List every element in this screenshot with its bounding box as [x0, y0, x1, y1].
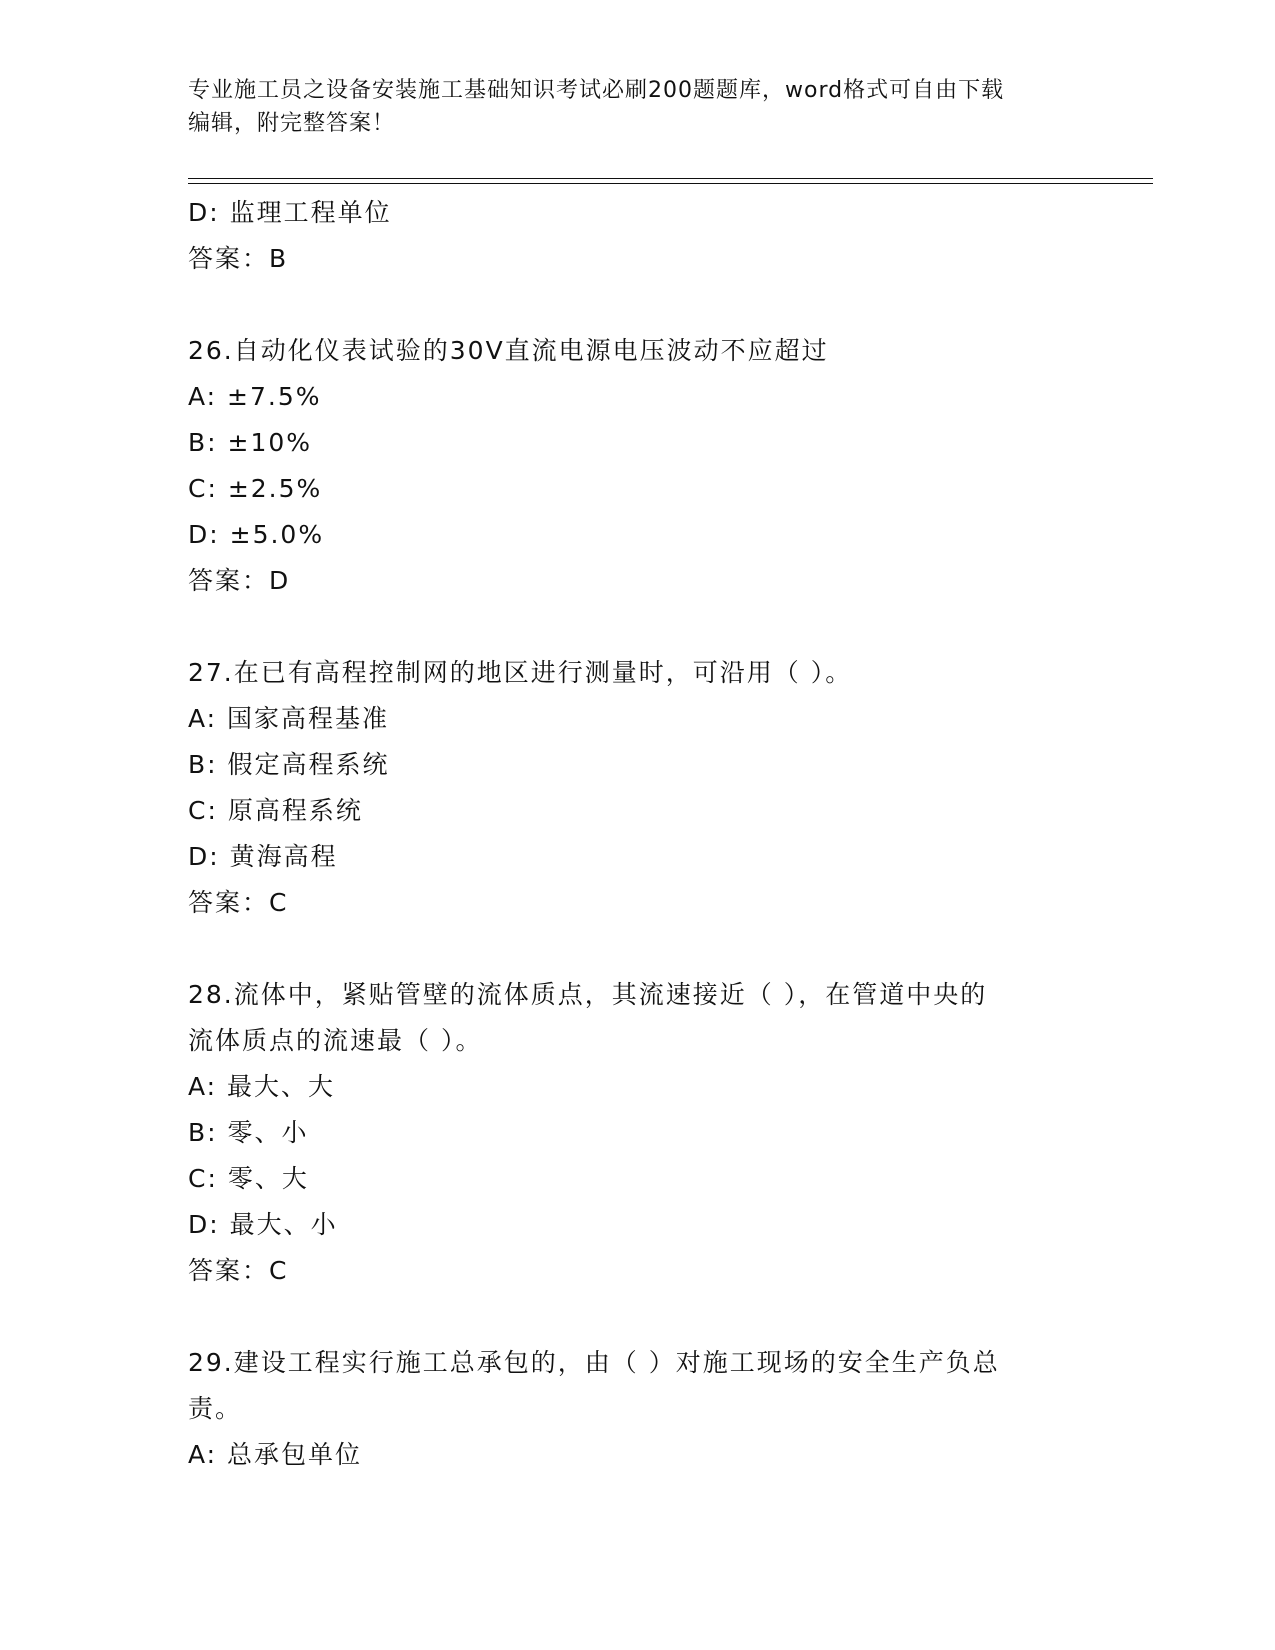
spacer	[188, 282, 1088, 328]
previous-question-option-d: D: 监理工程单位	[188, 198, 392, 227]
header-divider-top	[188, 178, 1153, 179]
answer: 答案：C	[188, 1256, 289, 1285]
option-d: D: 最大、小	[188, 1210, 338, 1239]
header-title-line-2: 编辑，附完整答案！	[188, 111, 396, 136]
question-27	[188, 650, 1088, 926]
question-text-line-2: 责。	[188, 1394, 243, 1423]
previous-question-answer: 答案：B	[188, 244, 289, 273]
option-d: D: 黄海高程	[188, 842, 338, 871]
option-a: A: ±7.5%	[188, 382, 322, 411]
question-28	[188, 972, 1088, 1294]
question-text-line-2: 流体质点的流速最（ ）。	[188, 1026, 483, 1055]
option-c: C: ±2.5%	[188, 474, 323, 503]
option-b: B: ±10%	[188, 428, 313, 457]
document-header	[188, 74, 1088, 140]
header-title-line-1: 专业施工员之设备安装施工基础知识考试必刷200题题库，word格式可自由下载	[188, 78, 1005, 103]
option-a: A: 国家高程基准	[188, 704, 390, 733]
question-26	[188, 328, 1088, 604]
option-a: A: 最大、大	[188, 1072, 336, 1101]
question-text: 26.自动化仪表试验的30V直流电源电压波动不应超过	[188, 336, 829, 365]
question-text-line-1: 28.流体中，紧贴管壁的流体质点，其流速接近（ ），在管道中央的	[188, 980, 988, 1009]
answer: 答案：D	[188, 566, 291, 595]
spacer	[188, 604, 1088, 650]
header-divider-bottom	[188, 183, 1153, 184]
option-a: A: 总承包单位	[188, 1440, 363, 1469]
option-c: C: 零、大	[188, 1164, 309, 1193]
answer: 答案：C	[188, 888, 289, 917]
spacer	[188, 1294, 1088, 1340]
option-c: C: 原高程系统	[188, 796, 363, 825]
question-text: 27.在已有高程控制网的地区进行测量时，可沿用（ ）。	[188, 658, 853, 687]
option-b: B: 零、小	[188, 1118, 309, 1147]
question-list	[188, 190, 1088, 1478]
option-d: D: ±5.0%	[188, 520, 325, 549]
question-29	[188, 1340, 1088, 1478]
spacer	[188, 926, 1088, 972]
question-text-line-1: 29.建设工程实行施工总承包的，由（ ）对施工现场的安全生产负总	[188, 1348, 1000, 1377]
option-b: B: 假定高程系统	[188, 750, 390, 779]
